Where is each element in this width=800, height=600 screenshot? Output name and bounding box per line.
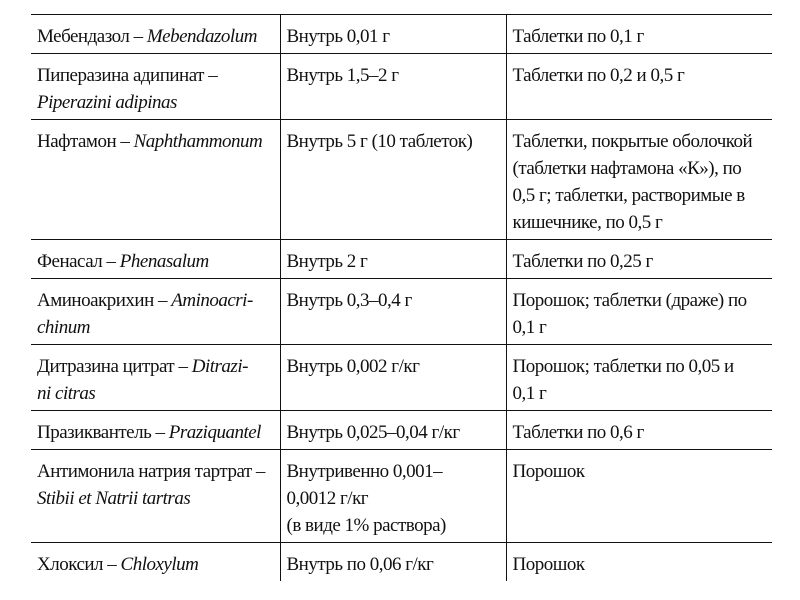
release-form-cell [506, 240, 772, 279]
drug-name-cell [31, 411, 280, 450]
release-form-line: Порошок [512, 461, 585, 482]
drug-name-russian: Нафтамон – [37, 131, 134, 152]
table-row [31, 54, 772, 120]
drug-name-line [37, 23, 276, 50]
release-form-cell [506, 54, 772, 120]
drug-name-line [37, 248, 276, 275]
dose-line: Внутрь по 0,06 г/кг [286, 554, 434, 575]
release-form-line: Таблетки, покрытые оболочкой [512, 131, 753, 152]
release-form-cell [506, 120, 772, 240]
release-form-line: 0,5 г; таблетки, растворимые в [512, 185, 745, 206]
dose-cell [280, 54, 506, 120]
anthelmintic-drugs-table [31, 14, 772, 581]
dose-cell [280, 450, 506, 543]
drug-name-russian: Хлоксил – [37, 554, 121, 575]
drug-name-cell [31, 54, 280, 120]
drug-name-cell [31, 279, 280, 345]
drug-name-line [37, 128, 276, 155]
dose-cell [280, 411, 506, 450]
table-row [31, 240, 772, 279]
dose-cell [280, 279, 506, 345]
drug-name-latin: Mebendazolum [146, 26, 257, 47]
release-form-cell [506, 411, 772, 450]
release-form-line: 0,1 г [512, 383, 547, 404]
drug-name-line [37, 314, 276, 341]
dose-line: (в виде 1% раствора) [286, 515, 446, 536]
drug-name-latin: Stibii et Natrii tartras [37, 488, 191, 509]
release-form-line: Порошок; таблетки (драже) по [512, 290, 747, 311]
release-form-line: Таблетки по 0,2 и 0,5 г [512, 65, 685, 86]
drug-name-line [37, 419, 276, 446]
release-form-line: Таблетки по 0,25 г [512, 251, 653, 272]
table-row [31, 279, 772, 345]
drug-name-russian: Дитразина цитрат – [37, 356, 192, 377]
dose-line: Внутрь 0,002 г/кг [286, 356, 420, 377]
drug-name-cell [31, 240, 280, 279]
drug-name-line [37, 485, 276, 512]
drug-name-line [37, 353, 276, 380]
drug-name-russian: Антимонила натрия тартрат – [37, 461, 265, 482]
dose-cell [280, 543, 506, 582]
drug-name-latin: Aminoacri- [171, 290, 253, 311]
drug-name-russian: Аминоакрихин – [37, 290, 172, 311]
drug-name-latin: Phenasalum [119, 251, 209, 272]
drug-name-line [37, 62, 276, 89]
dose-line: Внутрь 1,5–2 г [286, 65, 399, 86]
table-row [31, 15, 772, 54]
table-body [31, 15, 772, 582]
release-form-line: Таблетки по 0,1 г [512, 26, 644, 47]
drug-name-latin: Ditrazi- [191, 356, 248, 377]
dose-line: Внутрь 0,025–0,04 г/кг [286, 422, 460, 443]
dose-cell [280, 240, 506, 279]
dose-line: Внутрь 0,01 г [286, 26, 390, 47]
drug-name-russian: Фенасал – [37, 251, 120, 272]
release-form-line: Таблетки по 0,6 г [512, 422, 644, 443]
dose-line: Внутрь 5 г (10 таблеток) [286, 131, 473, 152]
drug-name-russian: Пиперазина адипинат – [37, 65, 218, 86]
table-row [31, 450, 772, 543]
release-form-cell [506, 279, 772, 345]
drug-name-latin: Naphthammonum [133, 131, 263, 152]
dose-cell [280, 15, 506, 54]
drug-name-russian: Празиквантель – [37, 422, 169, 443]
drug-name-line [37, 287, 276, 314]
dose-line: Внутрь 0,3–0,4 г [286, 290, 412, 311]
release-form-cell [506, 15, 772, 54]
table-row [31, 543, 772, 582]
release-form-cell [506, 345, 772, 411]
release-form-line: кишечнике, по 0,5 г [512, 212, 663, 233]
drug-name-russian: Мебендазол – [37, 26, 147, 47]
drug-name-latin: ni citras [37, 383, 96, 404]
drug-name-line [37, 458, 276, 485]
drug-name-cell [31, 15, 280, 54]
release-form-line: Порошок; таблетки по 0,05 и [512, 356, 734, 377]
table-row [31, 345, 772, 411]
drug-name-latin: Praziquantel [168, 422, 261, 443]
release-form-line: Порошок [512, 554, 585, 575]
drug-name-latin: chinum [37, 317, 90, 338]
table-row [31, 411, 772, 450]
drug-name-cell [31, 345, 280, 411]
drug-name-line [37, 89, 276, 116]
drug-name-line [37, 380, 276, 407]
dose-line: Внутривенно 0,001– [286, 461, 443, 482]
drug-name-cell [31, 543, 280, 582]
table-row [31, 120, 772, 240]
release-form-cell [506, 543, 772, 582]
dose-line: 0,0012 г/кг [286, 488, 369, 509]
release-form-line: (таблетки нафтамона «К»), по [512, 158, 742, 179]
drug-name-latin: Piperazini adipinas [37, 92, 177, 113]
drug-name-line [37, 551, 276, 578]
drug-name-cell [31, 450, 280, 543]
dose-cell [280, 345, 506, 411]
drug-name-cell [31, 120, 280, 240]
drug-name-latin: Chloxylum [120, 554, 199, 575]
release-form-line: 0,1 г [512, 317, 547, 338]
dose-cell [280, 120, 506, 240]
dose-line: Внутрь 2 г [286, 251, 368, 272]
release-form-cell [506, 450, 772, 543]
